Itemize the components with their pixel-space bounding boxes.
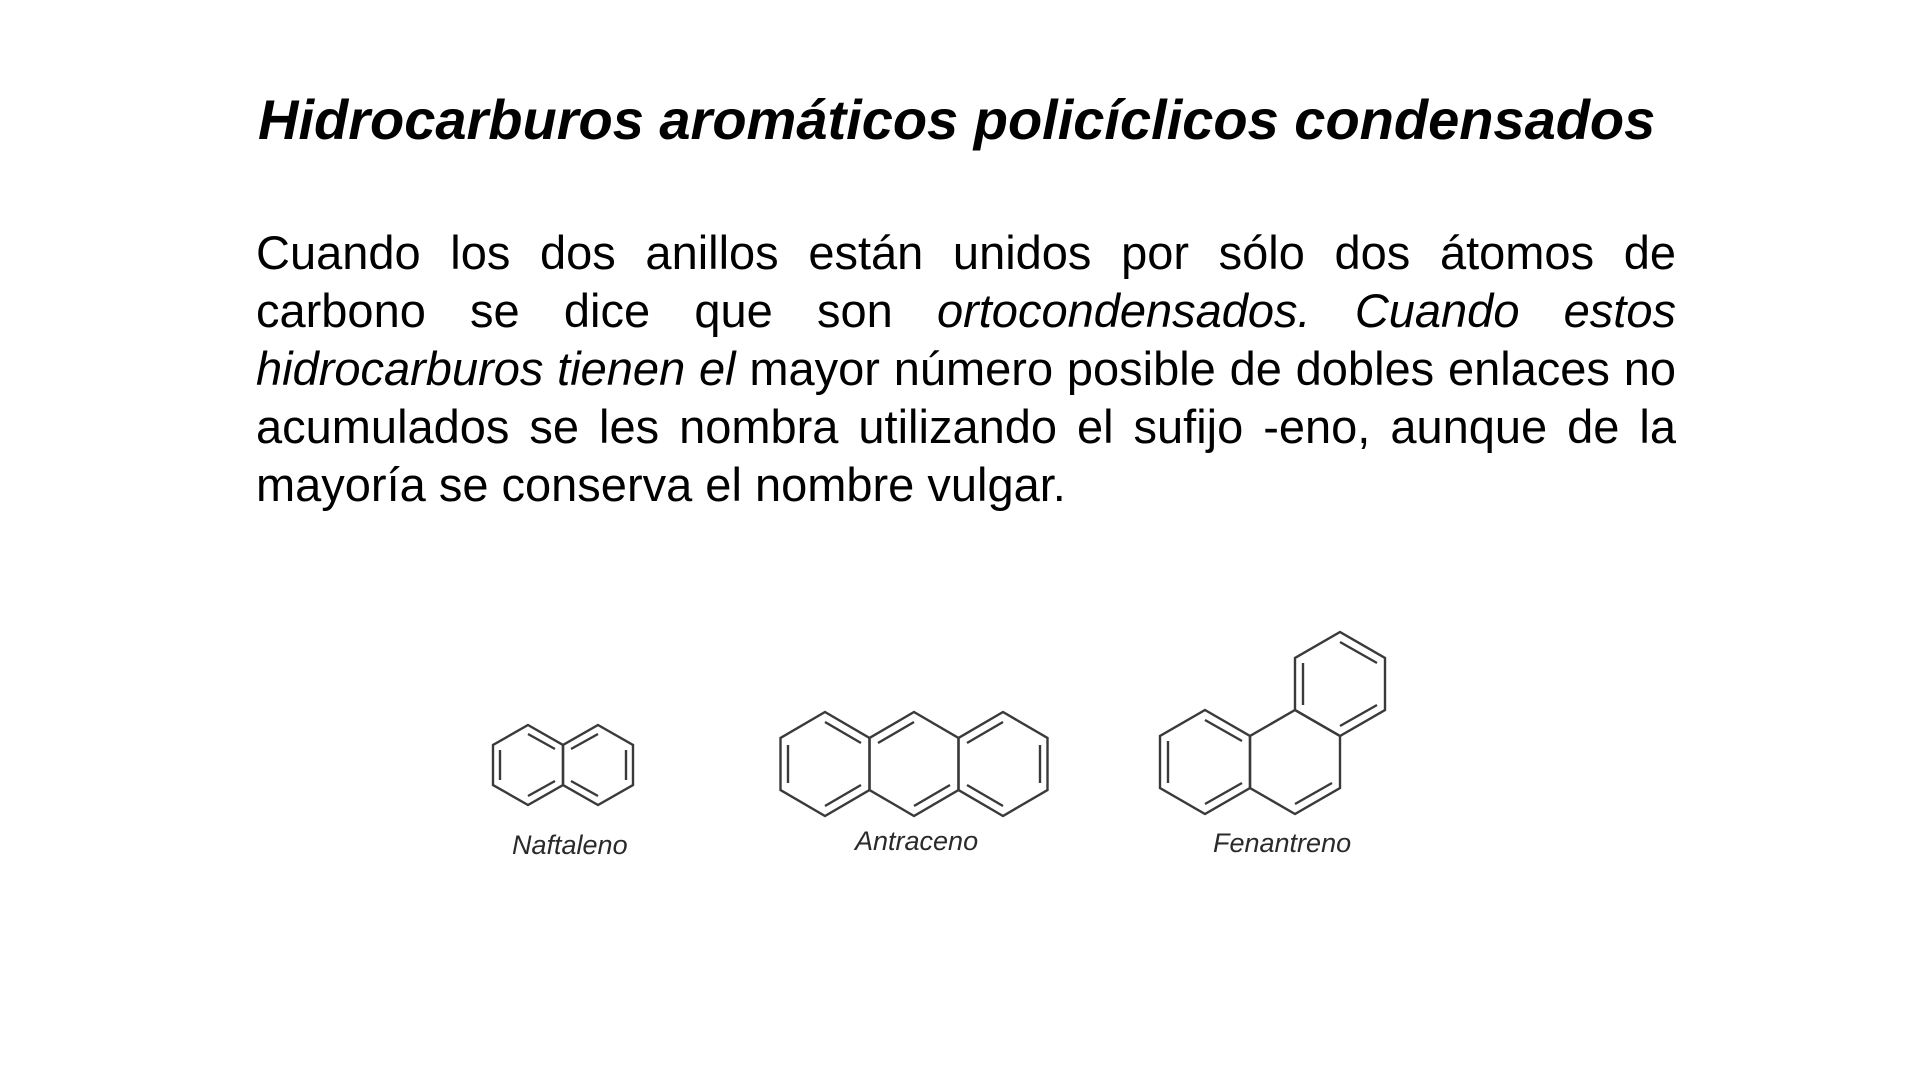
phenanthrene-label: Fenantreno — [1213, 828, 1352, 858]
anthracene-label: Antraceno — [855, 826, 979, 856]
paragraph-part-1: Cuando los dos anillos están unidos por sólo dos átomos de carbono se dice que son — [256, 226, 1676, 337]
slide-title: Hidrocarburos aromáticos policíclicos condensados — [258, 88, 1656, 151]
naphthalene-label: Naftaleno — [512, 830, 628, 860]
phenanthrene-diagram — [1150, 628, 1410, 828]
body-paragraph — [256, 224, 1676, 514]
naphthalene-structure — [470, 700, 690, 830]
naphthalene-diagram — [470, 700, 690, 830]
phenanthrene-structure — [1150, 628, 1410, 828]
paragraph-part-2-italic: ortocondensados. Cuando estos hidrocarburos tienen el — [256, 284, 1677, 395]
anthracene-structure — [770, 700, 1070, 830]
paragraph-part-3: mayor número posible de dobles enlaces no acumulados se les nombra utilizando el sufijo -eno, aunque de la mayoría se conserva el nombre vulgar. — [256, 342, 1676, 511]
anthracene-diagram — [770, 700, 1070, 830]
